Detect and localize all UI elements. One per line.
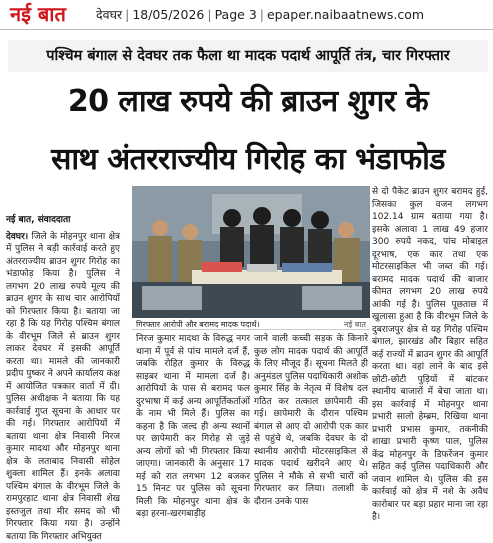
- police-press-photo: [132, 186, 370, 318]
- article-photo[interactable]: [132, 186, 370, 318]
- edition-info: देवघर | 18/05/2026 | Page 3 | epaper.naibaatnews.com: [96, 7, 425, 22]
- column-1-text: जिले के मोहनपुर थाना क्षेत्र में पुलिस ने बड़ी कार्रवाई करते हुए अंतरराज्यीय ब्राउन शुगर गिरोह का भंडाफोड़ किया है। पुलिस ने लगभग 20 लाख रुपये मूल्य की ब्राउन शुगर के साथ चार आरोपियों को गिरफ्तार किया है। बताया जा रहा है कि यह गिरोह पश्चिम बंगाल के वीरभूम जिले से ब्राउन शुगर लाकर देवघर में इसकी आपूर्ति करता था। मामले की जानकारी प्रदीप पुष्कर ने अपने कार्यालय कक्ष में आयोजित पत्रकार वार्ता में दी। पुलिस अधीक्षक ने बताया कि यह कार्रवाई गुप्त सूचना के आधार पर की गई। गिरफ्तार आरोपियों में बताया थाना क्षेत्र निवासी निरज कुमार मादथा और मोहनपुर थाना क्षेत्र के लताबाद निवासी सोहेल शुक्ला शामिल हैं। इनके अलावा पश्चिम बंगाल के वीरभूम जिले के रामपुरहाट थाना क्षेत्र निवासी शेख इस्तजुल तथा मीर समद को भी गिरफ्तार किया गया है। उन्होंने बताया कि गिरफ्तार अभियुक्त: [6, 231, 120, 542]
- article-kicker: पश्चिम बंगाल से देवघर तक फैला था मादक पदार्थ आपूर्ति तंत्र, चार गिरफ्तार: [8, 40, 488, 72]
- article-column-1: [6, 214, 120, 542]
- article-column-2: निरज कुमार मादथा के विरुद्ध नगर थाना में पूर्व से पांच मामले दर्ज हैं, जबकि रोहित कुमार के विरुद्ध साइबर थाना में मामला दर्ज है। आरोपियों के पास से बरामद फल दुरभाषा में कई अन्य आपूर्तिकर्ताओं के नाम भी मिले हैं। पुलिस का कहना है कि जल्द ही अन्य स्थानों पर छापेमारी कर गिरोह से जुड़े अन्य लोगों को भी गिरफ्तार किया जाएगा। जानकारी के अनुसार 17 मई को रात लगभग 12 बजकर 15 मिनट पर पुलिस को सूचना मिली कि मोहनपुर थाना क्षेत्र के बड़ा हरना-खरगबाड़ीह: [136, 334, 250, 519]
- photo-credit: नई बात: [343, 320, 366, 329]
- photo-caption: गिरफ्तार आरोपी और बरामद मादक पदार्थ।: [136, 320, 260, 329]
- dateline: नई बात, संवाददाता: [6, 215, 71, 225]
- page-number: Page 3: [214, 7, 257, 22]
- place-lead: देवघर।: [6, 231, 29, 242]
- newspaper-logo[interactable]: नई बात: [10, 2, 66, 26]
- headline-line-2: साथ अंतरराज्यीय गिरोह का भंडाफोड: [51, 142, 445, 177]
- headline-line-1: 20 लाख रुपये की ब्राउन शुगर के: [67, 84, 429, 119]
- epaper-link[interactable]: epaper.naibaatnews.com: [266, 7, 425, 22]
- masthead: [0, 0, 493, 30]
- photo-caption-bar: [132, 318, 370, 330]
- article-column-3: जाने वाली कच्ची सड़क के किनारे कुछ लोग मादक पदार्थ की आपूर्ति के लिए मौजूद हैं। सूचना मिलते ही अनुमंडल पुलिस पदाधिकारी अशोक कुमार सिंह के नेतृत्व में विशेष दल गठित कर तत्काल छापेमारी की गई। छापेमारी के दौरान पश्चिम बंगाल से आए दो आरोपी एक कार से पहुंचे थे, जबकि देवघर के दो स्थानीय आरोपी मोटरसाइकिल से मादक पदार्थ खरीदने आए थे। पुलिस ने मौके से सभी चारों को गिरफ्तार कर लिया। तलाशी के दौरान उनके पास: [254, 334, 368, 507]
- edition-name: देवघर: [96, 7, 123, 22]
- edition-date: 18/05/2026: [132, 7, 205, 22]
- article-column-4: से दो पैकेट ब्राउन शुगर बरामद हुई, जिसका कुल वजन लगभग 102.14 ग्राम बताया गया है। इसके अलावा 1 लाख 49 हजार 300 रुपये नकद, पांच मोबाइल दूरभाष, एक कार तथा एक मोटरसाइकिल भी जब्त की गई। बरामद मादक पदार्थ की बाजार कीमत लगभग 20 लाख रुपये आंकी गई है। पुलिस पूछताछ में खुलासा हुआ है कि वीरभूम जिले के दुबराजपुर क्षेत्र से यह गिरोह पश्चिम बंगाल, झारखंड और बिहार सहित कई राज्यों में ब्राउन शुगर की आपूर्ति करता था। वहां लाने के बाद इसे छोटी-छोटी पुड़ियों में बांटकर स्थानीय बाजारों में बेचा जाता था। इस कार्रवाई में मोहनपुर थाना प्रभारी सालो हेम्ब्रम, रिखिया थाना प्रभारी प्रभास कुमार, तकनीकी शाखा प्रभारी कृष्ण पाल, पुलिस केंद्र मोहनपुर के डिफरेंजन कुमार सहित कई पुलिस पदाधिकारी और जवान शामिल थे। पुलिस की इस कार्रवाई को क्षेत्र में नशे के अवैध कारोबार पर बड़ा प्रहार माना जा रहा है।: [372, 187, 488, 522]
